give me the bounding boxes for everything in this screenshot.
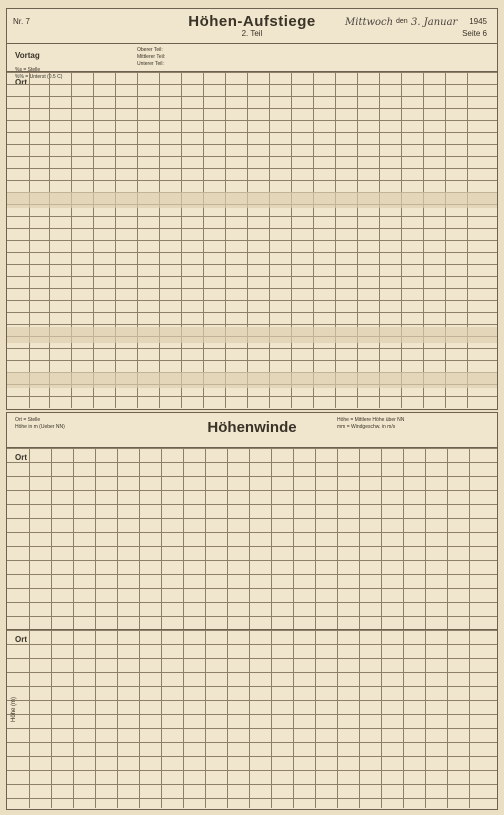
wind-grid-lower [7,629,497,808]
lower-right-legend-1: Höhe = Mittlere Höhe über NN [337,417,405,423]
hoehenwinde-title: Höhenwinde [207,419,297,436]
ort-label: Ort [15,78,27,87]
lower-right-legend [337,417,404,431]
sheet-number: Nr. 7 [13,17,30,26]
vortag-label: Vortag [15,51,40,60]
weekday-handwritten: Mittwoch [345,17,394,28]
legend-mid-1: Oberer Teil: [137,47,163,53]
legend-mid-3: Unterer Teil: [137,61,164,67]
year: 1945 [469,17,487,26]
upper-header [7,9,497,44]
page-number: Seite 6 [462,29,487,38]
upper-grid [7,71,497,408]
middle-legend [137,47,165,68]
lower-legend-1: Ort = Stelle [15,417,41,423]
legend-line-1: %s = Stelle [15,67,41,73]
page-subtitle: 2. Teil [241,29,263,38]
lower-ort-label: Ort [15,635,27,644]
legend-line-2: %% = Unterst (0.5 C) [15,74,63,80]
upper-chart-sheet [6,8,498,410]
page-title: Höhen-Aufstiege [188,13,316,30]
date-handwritten: 3. Januar [411,17,458,28]
lower-legend-2: Höhe in m (Ueber NN) [15,424,65,430]
date-label: den [396,18,408,25]
wind-grid-upper [7,447,497,630]
lower-chart-sheet [6,412,498,810]
lower-right-legend-2: mm = Windgeschw. in m/s [337,424,396,430]
wind-ort-label: Ort [15,453,27,462]
side-label: Höhe (m) [11,696,17,722]
legend-mid-2: Mittlerer Teil: [137,54,166,60]
